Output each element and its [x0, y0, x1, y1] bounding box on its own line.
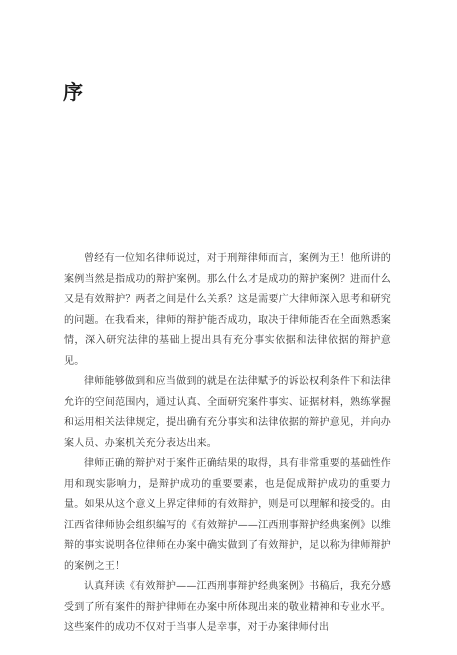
- paragraph-1: 曾经有一位知名律师说过，对于刑辩律师而言，案例为王！他所讲的案例当然是指成功的辩护案例。那么什么才是成功的辩护案例？进而什么又是有效辩护？两者之间是什么关系？这是需要广大律师深入思考和研究的问题。在我看来，律师的辩护能否成功，取决于律师能否在全面熟悉案情，深入研究法律的基础上提出具有充分事实依据和法律依据的辩护意见。: [64, 253, 391, 367]
- page-title: 序: [63, 80, 83, 104]
- paragraph-4: 认真拜读《有效辩护——江西刑事辩护经典案例》书稿后，我充分感受到了所有案件的辩护律师在办案中所体现出来的敬业精神和专业水平。这些案件的成功不仅对于当事人是幸事，对于办案律师付出: [64, 581, 391, 633]
- paragraph-3: 律师正确的辩护对于案件正确结果的取得，具有非常重要的基础性作用和现实影响力，是辩护成功的重要要素，也是促成辩护成功的重要力量。如果从这个意义上界定律师的有效辩护，则是可以理解和接受的。由江西省律师协会组织编写的《有效辩护——江西刑事辩护经典案例》以维辩的事实说明各位律师在办案中确实做到了有效辩护，足以称为律师辩护的案例之王！: [64, 458, 391, 572]
- preface-body: [64, 249, 391, 639]
- paragraph-2: 律师能够做到和应当做到的就是在法律赋予的诉讼权利条件下和法律允许的空间范围内，通过认真、全面研究案件事实、证据材料，熟练掌握和运用相关法律规定，提出确有充分事实和法律依据的辩护意见，并向办案人员、办案机关充分表达出来。: [64, 376, 391, 449]
